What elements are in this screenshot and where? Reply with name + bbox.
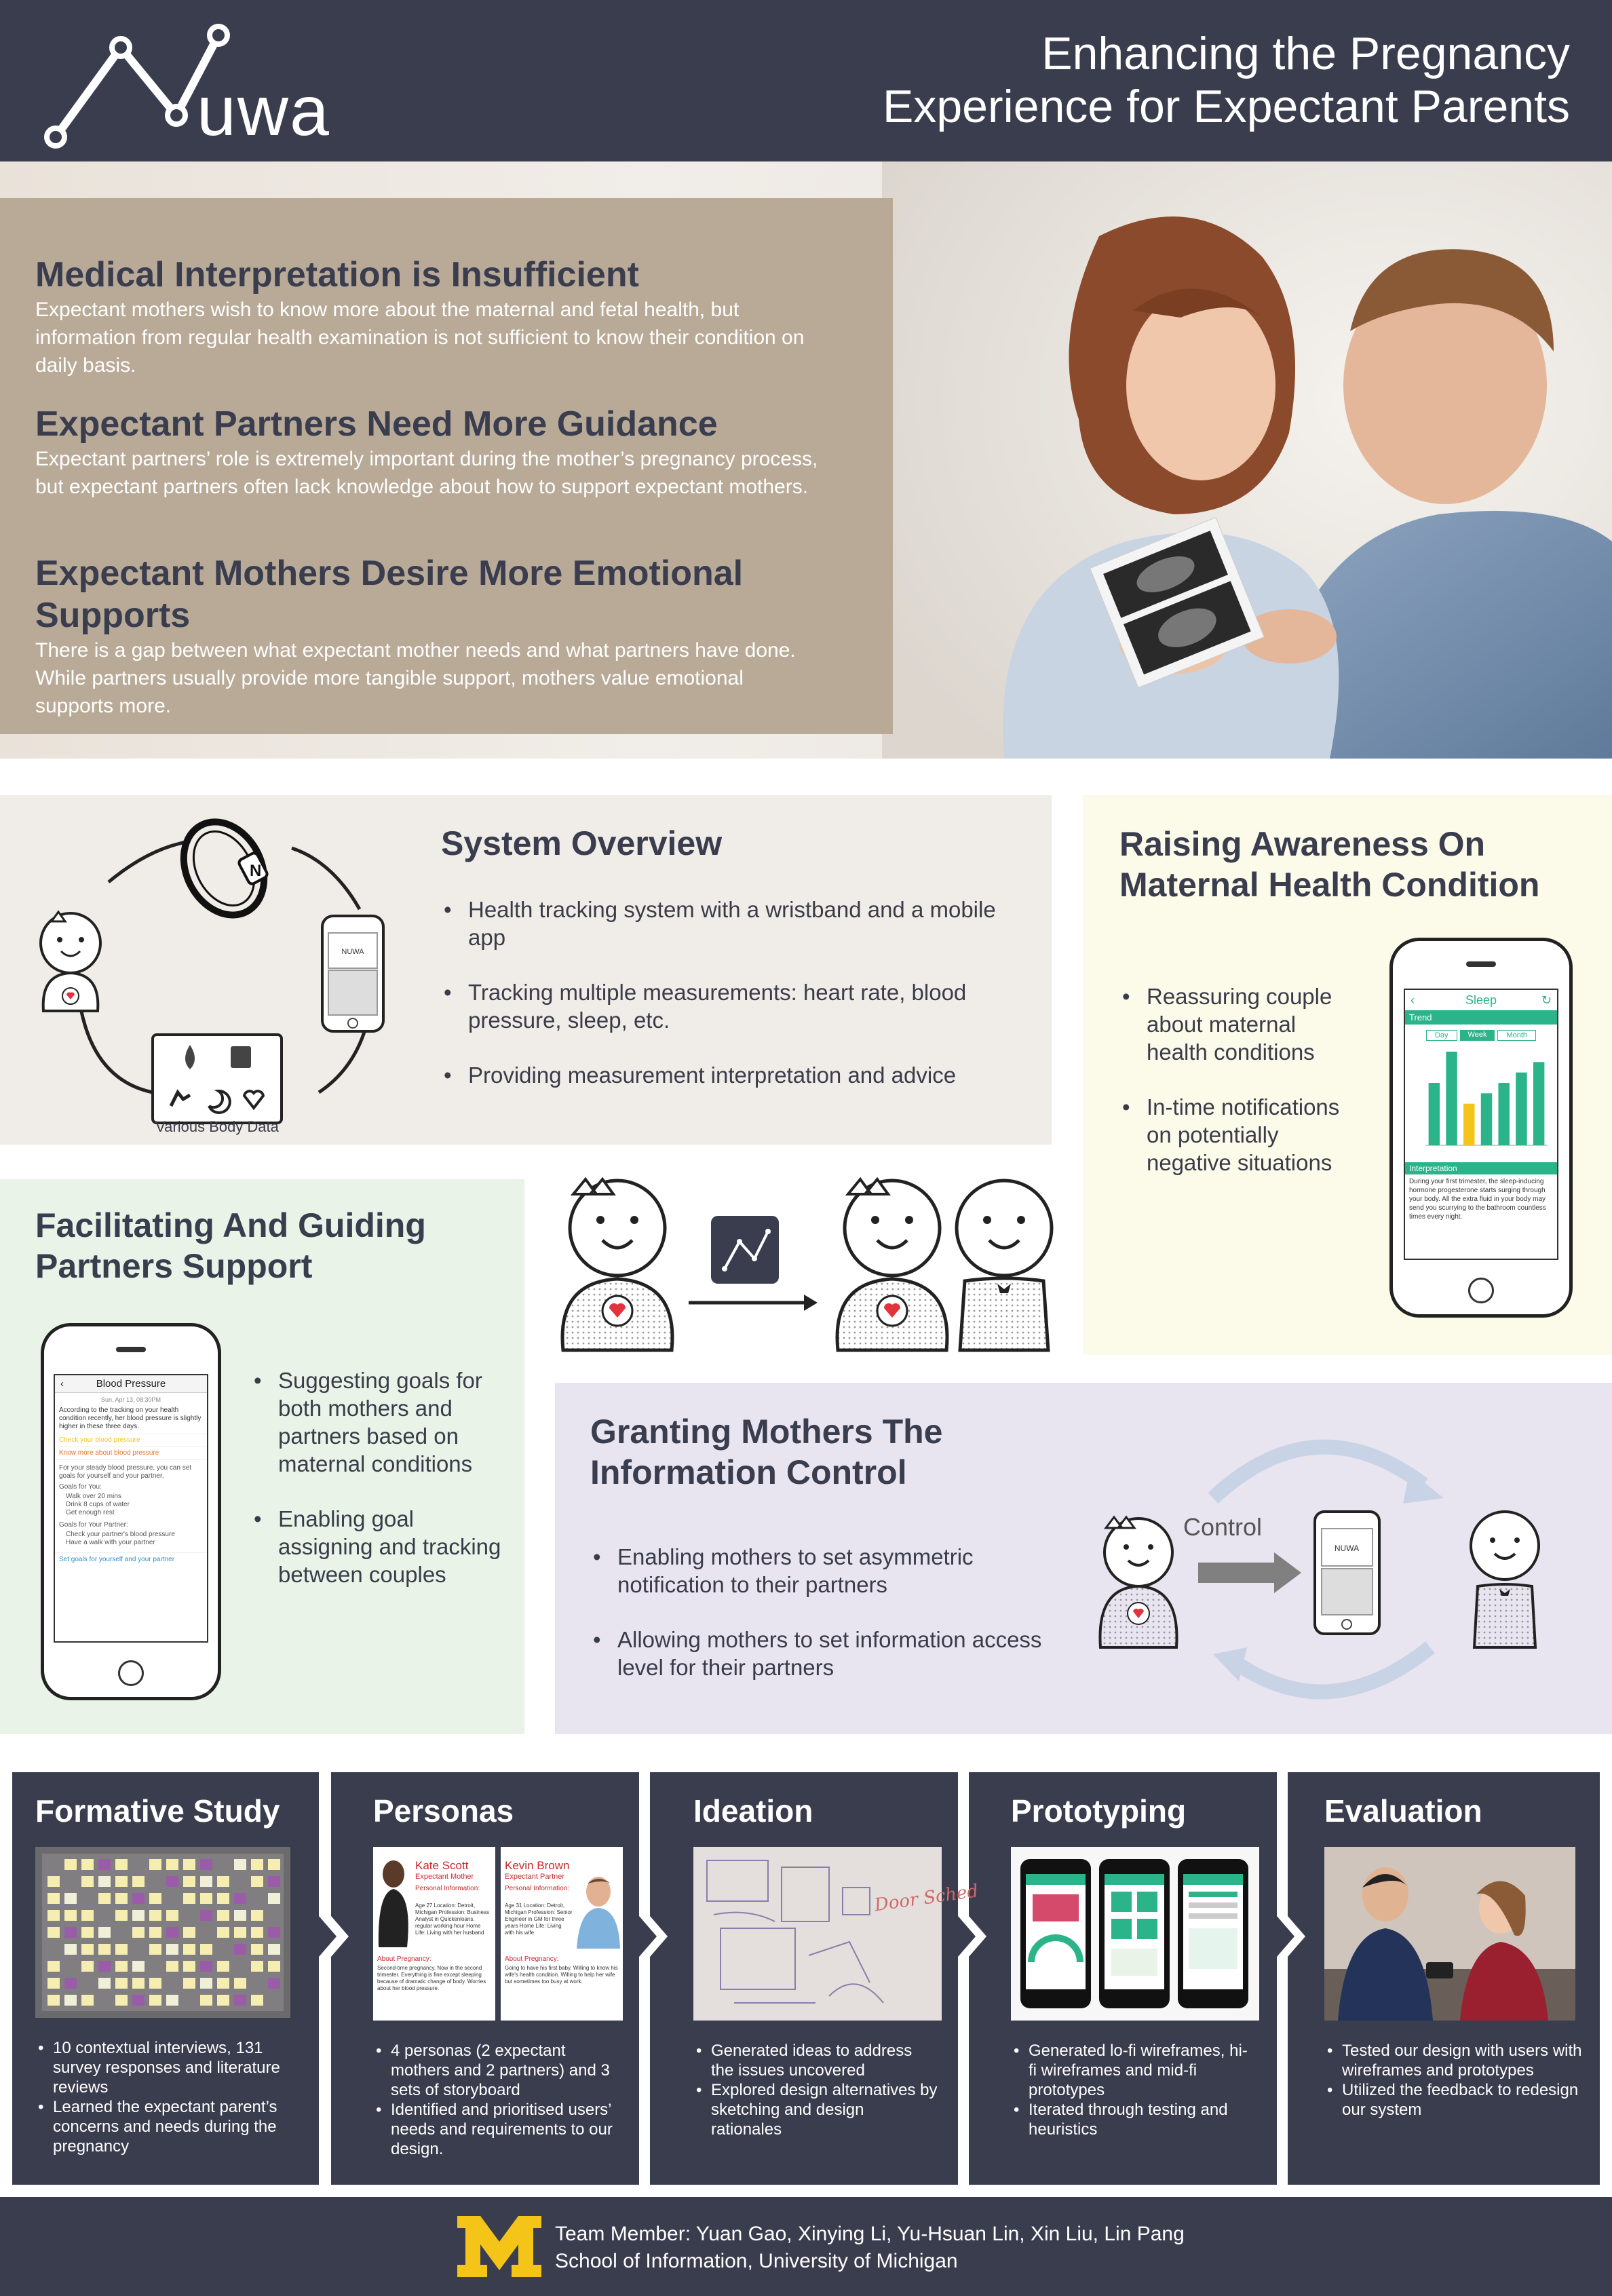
persona-name: Kate Scott — [415, 1859, 469, 1872]
sticky-note — [268, 1893, 280, 1904]
sticky-note — [268, 1859, 280, 1870]
sticky-note — [115, 1910, 128, 1921]
formative-bullets — [35, 2038, 293, 2156]
problem-3 — [35, 552, 863, 720]
persona-cards — [373, 1847, 631, 2021]
sleep-screen-title: Sleep — [1465, 993, 1497, 1007]
control-bullets — [590, 1543, 1052, 1681]
formative-bullet-1: • 10 contextual interviews, 131 survey responses and literature reviews — [35, 2038, 293, 2097]
sketch-note: Door Sched — [873, 1881, 980, 1916]
sticky-note — [183, 1944, 195, 1955]
period-tabs — [1405, 1025, 1557, 1044]
awareness-title-line1: Raising Awareness On — [1119, 825, 1486, 863]
sleep-bar-chart — [1405, 1044, 1560, 1159]
persona-preg: Going to have his first baby. Willing to know his wife's health condition. Willing to help her wife but sometimes too busy at work. — [505, 1965, 618, 1985]
sticky-note — [132, 1893, 145, 1904]
sticky-note — [81, 1927, 94, 1938]
sticky-note — [132, 1978, 145, 1989]
interpretation-label: Interpretation — [1405, 1162, 1557, 1174]
sticky-note — [200, 1893, 212, 1904]
goal-partner-1[interactable]: Check your partner's blood pressure — [66, 1531, 175, 1538]
sticky-note — [183, 1978, 195, 1989]
sticky-note — [234, 1978, 246, 1989]
sleep-phone-mockup — [1389, 938, 1573, 1318]
page-title — [883, 27, 1570, 133]
persona-photo — [373, 1859, 414, 1947]
sticky-note — [149, 1995, 161, 2006]
sticky-note — [149, 1859, 161, 1870]
blood-pressure-phone-mockup — [41, 1323, 221, 1700]
logo-wordmark: uwa — [197, 72, 330, 151]
sticky-note — [98, 1893, 111, 1904]
sticky-note — [47, 1927, 60, 1938]
goal-you-2[interactable]: Drink 8 cups of water — [66, 1501, 130, 1508]
home-button[interactable] — [1468, 1278, 1494, 1303]
sticky-note — [234, 1995, 246, 2006]
process-step-evaluation — [1324, 1793, 1589, 2120]
control-arrow-label: Control — [1183, 1513, 1263, 1541]
persona-role: Expectant Partner — [505, 1873, 565, 1881]
mother-avatar-icon — [41, 912, 100, 1011]
sticky-note — [115, 1859, 128, 1870]
bp-link-check[interactable]: Check your blood pressure — [55, 1434, 207, 1447]
sticky-note — [132, 1910, 145, 1921]
sticky-note — [81, 1944, 94, 1955]
user-testing-photo — [1324, 1847, 1575, 2021]
team-members: Team Member: Yuan Gao, Xinying Li, Yu-Hsuan Lin, Xin Liu, Lin Pang — [555, 2223, 1185, 2245]
awareness-section — [1083, 795, 1612, 1355]
school-name: School of Information, University of Michigan — [555, 2250, 958, 2272]
sticky-note — [200, 1995, 212, 2006]
persona-info-label: Personal Information: — [505, 1885, 570, 1892]
persona-preg-label: About Pregnancy: — [377, 1955, 431, 1963]
formative-bullet-2: • Learned the expectant parent’s concerns and needs during the pregnancy — [35, 2097, 293, 2156]
mother-to-couple-illustration — [543, 1167, 1072, 1364]
footer-bar — [0, 2197, 1612, 2296]
sticky-note — [64, 1859, 77, 1870]
tab-day[interactable]: Day — [1426, 1030, 1457, 1041]
sticky-note — [149, 1944, 161, 1955]
ideation-bullet-2: • Explored design alternatives by sketching and design rationales — [693, 2080, 938, 2139]
sticky-note — [115, 1944, 128, 1955]
persona-role: Expectant Mother — [415, 1873, 474, 1881]
affinity-wall-photo — [35, 1847, 290, 2018]
process-title-ideation: Ideation — [693, 1793, 813, 1829]
sticky-note — [47, 1978, 60, 1989]
sticky-note — [200, 1944, 212, 1955]
sticky-note — [64, 1944, 77, 1955]
prototype-phones-photo — [1011, 1847, 1259, 2021]
set-goals-button[interactable]: Set goals for yourself and your partner — [55, 1552, 207, 1567]
sticky-note — [115, 1961, 128, 1972]
sticky-note — [268, 1961, 280, 1972]
wristband-icon — [168, 808, 280, 930]
problem-3-body: There is a gap between what expectant mother needs and what partners have done. While partners usually provide more tangible support, mothers value emotional supports more. — [35, 639, 796, 717]
sticky-note — [64, 1910, 77, 1921]
sticky-note — [98, 1944, 111, 1955]
interpretation-text: During your first trimester, the sleep-inducing hormone progesterone starts surging through your body. All the extra fluid in your body may send you scurrying to the bathroom countless times every night. — [1409, 1178, 1546, 1221]
control-phone-label: NUWA — [1334, 1544, 1360, 1553]
awareness-bullet-1: • Reassuring couple about maternal health conditions — [1119, 982, 1350, 1066]
persona-info-label: Personal Information: — [415, 1885, 480, 1892]
home-button[interactable] — [118, 1660, 144, 1686]
sticky-note — [234, 1927, 246, 1938]
process-title-formative: Formative Study — [35, 1793, 280, 1829]
evaluation-bullet-2: • Utilized the feedback to redesign our system — [1324, 2080, 1582, 2120]
problem-1-title: Medical Interpretation is Insufficient — [35, 255, 639, 294]
sticky-note — [234, 1910, 246, 1921]
problem-1-body: Expectant mothers wish to know more about the maternal and fetal health, but information from regular health examination is not sufficient to know their condition on daily basis. — [35, 299, 805, 377]
sticky-note — [183, 1961, 195, 1972]
sticky-note — [47, 1910, 60, 1921]
back-icon[interactable]: ‹ — [1410, 993, 1415, 1007]
problem-3-title: Expectant Mothers Desire More Emotional Supports — [35, 554, 744, 635]
personas-bullets — [373, 2041, 624, 2159]
sticky-note — [115, 1876, 128, 1887]
goal-you-3[interactable]: Get enough rest — [66, 1509, 115, 1516]
sticky-note — [166, 1859, 178, 1870]
trend-label: Trend — [1405, 1010, 1557, 1025]
phone-icon — [322, 916, 383, 1031]
control-bullet-1: • Enabling mothers to set asymmetric notification to their partners — [590, 1543, 1052, 1599]
back-icon[interactable]: ‹ — [60, 1378, 64, 1390]
process-step-formative — [35, 1793, 320, 2156]
persona-preg-label: About Pregnancy: — [505, 1955, 559, 1963]
sleep-bar — [1533, 1062, 1544, 1145]
whiteboard-sketch-photo — [693, 1847, 980, 2021]
system-overview-section — [0, 795, 1052, 1145]
problem-2-title: Expectant Partners Need More Guidance — [35, 404, 718, 444]
system-overview-bullets — [441, 896, 1024, 1089]
personas-bullet-2: • Identified and prioritised users’ needs and requirements to our design. — [373, 2100, 624, 2159]
mother-figure-2 — [837, 1179, 947, 1350]
system-diagram — [27, 807, 407, 1140]
process-title-prototyping: Prototyping — [1011, 1793, 1187, 1829]
couple-photo — [882, 161, 1612, 759]
sticky-note — [98, 1961, 111, 1972]
system-bullet-3: • Providing measurement interpretation and advice — [441, 1061, 1024, 1089]
refresh-icon[interactable]: ↻ — [1541, 993, 1552, 1007]
sticky-note — [81, 1910, 94, 1921]
awareness-bullets — [1119, 982, 1350, 1176]
facilitating-section — [0, 1179, 524, 1734]
sticky-note — [234, 1893, 246, 1904]
sticky-note — [200, 1859, 212, 1870]
process-title-personas: Personas — [373, 1793, 514, 1829]
body-data-icons — [153, 1035, 282, 1123]
sleep-bar — [1463, 1104, 1474, 1145]
sticky-note — [234, 1944, 246, 1955]
sticky-note — [132, 1995, 145, 2006]
sticky-note — [183, 1927, 195, 1938]
persona-preg: Second-time pregnancy. Now in the second trimester. Everything is fine except sleeping because of dramatic change of body. Worries about her blood pressure. — [377, 1965, 486, 1991]
sticky-note — [268, 1978, 280, 1989]
phone-speaker — [116, 1347, 146, 1352]
sticky-note — [81, 1859, 94, 1870]
system-bullet-1: • Health tracking system with a wristband and a mobile app — [441, 896, 1024, 951]
facilitating-title-line2: Partners Support — [35, 1247, 313, 1285]
sticky-note — [81, 1876, 94, 1887]
sticky-note — [47, 1876, 60, 1887]
process-step-ideation — [693, 1793, 980, 2139]
problem-1 — [35, 254, 863, 379]
sticky-note — [98, 1859, 111, 1870]
sleep-bar — [1498, 1083, 1509, 1145]
persona-card-kate — [373, 1847, 495, 2021]
sticky-note — [217, 1978, 229, 1989]
sticky-note — [149, 1910, 161, 1921]
control-title-line1: Granting Mothers The — [590, 1413, 943, 1451]
sticky-note — [166, 1995, 178, 2006]
awareness-title-line2: Maternal Health Condition — [1119, 866, 1540, 904]
sleep-screen-header — [1405, 990, 1557, 1010]
ideation-bullet-1: • Generated ideas to address the issues uncovered — [693, 2041, 938, 2080]
bp-screen-header — [55, 1375, 207, 1393]
persona-details: Age 31 Location: Detroit, Michigan Profession: Senior Engineer in GM for three years Home Life: Living with his wife — [505, 1902, 573, 1936]
sticky-note — [217, 1876, 229, 1887]
sticky-note — [64, 1995, 77, 2006]
sticky-note — [183, 1876, 195, 1887]
partner-figure — [1471, 1512, 1539, 1647]
prototyping-bullet-2: • Iterated through testing and heuristics — [1011, 2100, 1255, 2139]
umich-logo — [457, 2216, 541, 2277]
control-section — [555, 1383, 1612, 1734]
sticky-note — [200, 1961, 212, 1972]
sticky-note — [132, 1927, 145, 1938]
goal-you-1[interactable]: Walk over 20 mins — [66, 1493, 121, 1500]
sticky-note — [81, 1995, 94, 2006]
sticky-note — [64, 1893, 77, 1904]
sticky-note — [166, 1944, 178, 1955]
hero-section — [0, 161, 1612, 759]
problem-2-body: Expectant partners’ role is extremely important during the mother’s pregnancy process, but expectant partners often lack knowledge about how to support expectant mothers. — [35, 448, 818, 498]
right-arrow-icon — [689, 1295, 818, 1311]
sticky-note — [217, 1893, 229, 1904]
sticky-note — [200, 1876, 212, 1887]
sticky-note — [166, 1876, 178, 1887]
sticky-note — [217, 1995, 229, 2006]
sticky-note — [251, 1995, 263, 2006]
evaluation-bullets — [1324, 2041, 1582, 2120]
phone-app-label: NUWA — [341, 948, 364, 956]
sticky-note — [200, 1910, 212, 1921]
sticky-note — [183, 1859, 195, 1870]
sticky-note — [98, 1978, 111, 1989]
goal-partner-2[interactable]: Have a walk with your partner — [66, 1539, 155, 1546]
awareness-title — [1119, 824, 1539, 905]
sticky-note — [251, 1927, 263, 1938]
sticky-note — [234, 1859, 246, 1870]
problem-2 — [35, 403, 863, 501]
facilitating-title-line1: Facilitating And Guiding — [35, 1206, 426, 1244]
sticky-note — [98, 1876, 111, 1887]
facilitating-bullets — [251, 1366, 502, 1588]
sleep-screen — [1404, 989, 1558, 1260]
control-bullet-2: • Allowing mothers to set information access level for their partners — [590, 1626, 1052, 1681]
problems-panel — [0, 198, 893, 734]
facilitating-title — [35, 1205, 426, 1286]
goals-partner-label: Goals for Your Partner: — [59, 1521, 128, 1529]
bp-para: For your steady blood pressure, you can set goals for yourself and your partner. — [59, 1464, 192, 1480]
header-bar — [0, 0, 1612, 161]
sticky-note — [64, 1978, 77, 1989]
persona-card-kevin — [501, 1847, 623, 2021]
sticky-note — [268, 1927, 280, 1938]
sticky-note — [64, 1927, 77, 1938]
sticky-note — [166, 1961, 178, 1972]
bp-link-know[interactable]: Know more about blood pressure — [55, 1447, 207, 1460]
system-overview-title: System Overview — [441, 824, 723, 862]
process-title-evaluation: Evaluation — [1324, 1793, 1482, 1829]
sticky-note — [47, 1893, 60, 1904]
process-step-personas — [373, 1793, 631, 2159]
sticky-note — [251, 1859, 263, 1870]
personas-bullet-1: • 4 personas (2 expectant mothers and 2 partners) and 3 sets of storyboard — [373, 2041, 624, 2100]
page-title-line2: Experience for Expectant Parents — [883, 81, 1570, 132]
control-title — [590, 1411, 942, 1493]
phone-icon — [1315, 1512, 1379, 1634]
process-section — [0, 1734, 1612, 2200]
control-title-line2: Information Control — [590, 1453, 907, 1491]
band-letter: N — [250, 862, 262, 880]
process-step-prototyping — [1011, 1793, 1269, 2139]
sticky-note — [251, 1944, 263, 1955]
body-data-label: Various Body Data — [155, 1118, 279, 1135]
sticky-note — [98, 1927, 111, 1938]
evaluation-bullet-1: • Tested our design with users with wireframes and prototypes — [1324, 2041, 1582, 2080]
mother-figure — [562, 1179, 672, 1350]
mother-figure — [1100, 1517, 1176, 1647]
sticky-note — [251, 1961, 263, 1972]
sleep-bar — [1481, 1093, 1492, 1145]
sticky-note — [217, 1927, 229, 1938]
sticky-note — [183, 1893, 195, 1904]
bp-screen-title: Blood Pressure — [96, 1378, 166, 1390]
prototyping-bullet-1: • Generated lo-fi wireframes, hi-fi wireframes and mid-fi prototypes — [1011, 2041, 1255, 2100]
sticky-note — [115, 1893, 128, 1904]
ideation-bullets — [693, 2041, 938, 2139]
facilitating-bullet-2: • Enabling goal assigning and tracking between couples — [251, 1505, 502, 1588]
control-diagram — [1091, 1423, 1593, 1708]
sticky-note — [132, 1876, 145, 1887]
sticky-note — [47, 1961, 60, 1972]
sticky-note — [149, 1893, 161, 1904]
persona-name: Kevin Brown — [505, 1859, 570, 1872]
sticky-note — [149, 1978, 161, 1989]
sleep-bar — [1429, 1083, 1440, 1145]
sticky-note — [149, 1927, 161, 1938]
facilitating-bullet-1: • Suggesting goals for both mothers and partners based on maternal conditions — [251, 1366, 502, 1478]
prototyping-bullets — [1011, 2041, 1255, 2139]
tab-week[interactable]: Week — [1460, 1030, 1495, 1041]
sleep-bar — [1446, 1052, 1457, 1145]
bp-screen — [54, 1374, 208, 1643]
goals-you-label: Goals for You: — [59, 1483, 102, 1491]
sticky-note — [251, 1910, 263, 1921]
page-title-line1: Enhancing the Pregnancy — [1041, 28, 1570, 79]
sticky-note — [268, 1944, 280, 1955]
sticky-note — [115, 1995, 128, 2006]
sticky-note — [166, 1910, 178, 1921]
persona-details: Age 27 Location: Detroit, Michigan Profession: Business Analyst in Quickenloans, regular working hour Home Life: Living with her husband — [415, 1902, 489, 1936]
sticky-note — [268, 1876, 280, 1887]
sticky-note — [81, 1961, 94, 1972]
bp-intro: According to the tracking on your health condition recently, her blood pressure is slightly higher in these three days. — [59, 1407, 202, 1430]
persona-photo — [574, 1874, 621, 1949]
trend-chart-icon — [711, 1216, 779, 1284]
phone-speaker — [1466, 961, 1496, 967]
sticky-note — [217, 1910, 229, 1921]
tab-month[interactable]: Month — [1497, 1030, 1536, 1041]
sticky-note — [132, 1961, 145, 1972]
bp-date: Sun, Apr 13, 08:30PM — [100, 1396, 161, 1403]
sticky-note — [200, 1978, 212, 1989]
sticky-note — [217, 1961, 229, 1972]
system-bullet-2: • Tracking multiple measurements: heart rate, blood pressure, sleep, etc. — [441, 978, 1024, 1034]
sticky-note — [47, 1995, 60, 2006]
sleep-bar — [1516, 1073, 1527, 1145]
partner-figure — [957, 1181, 1052, 1350]
sticky-note — [115, 1978, 128, 1989]
sticky-note — [166, 1927, 178, 1938]
sticky-note — [251, 1876, 263, 1887]
awareness-bullet-2: • In-time notifications on potentially negative situations — [1119, 1093, 1350, 1176]
